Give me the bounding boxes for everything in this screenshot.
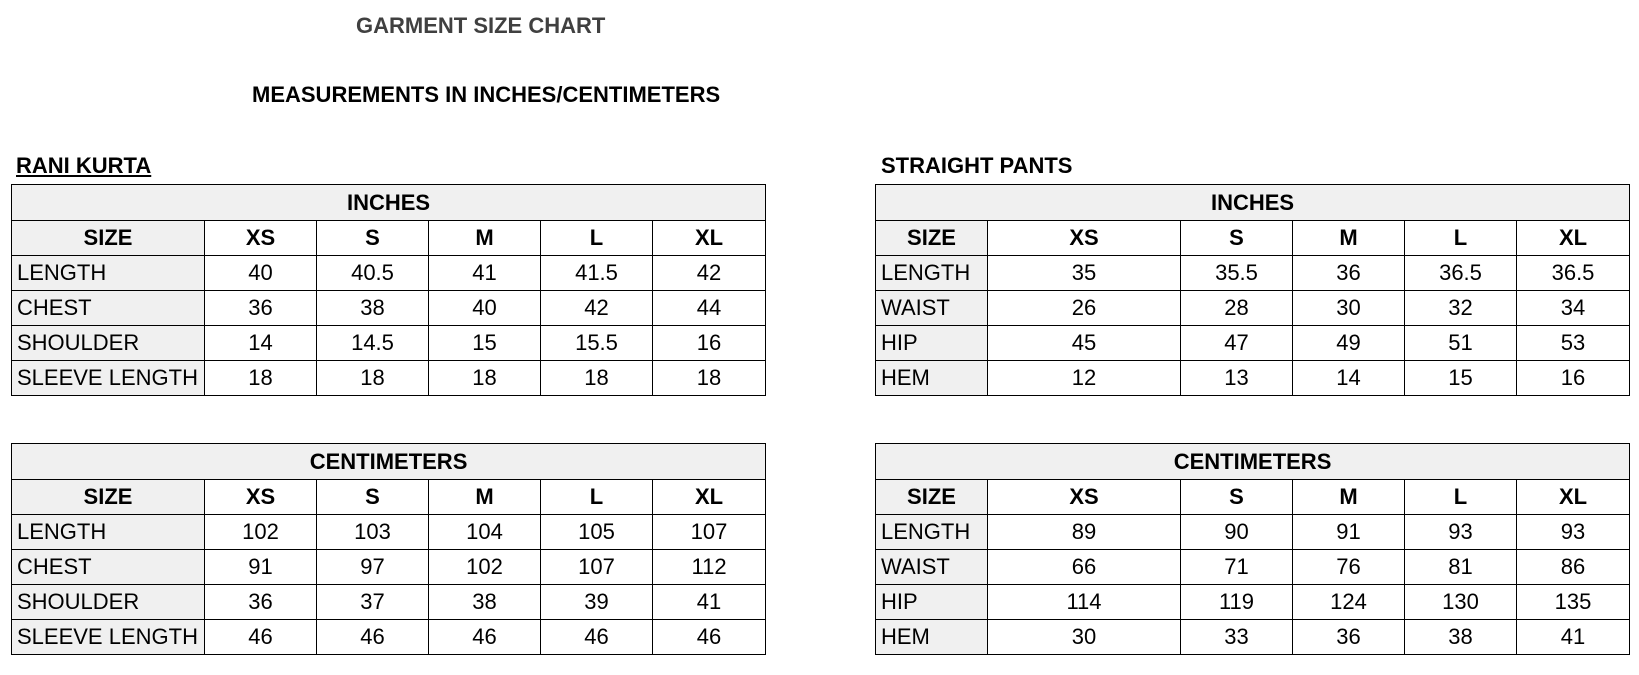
- table-cell: 37: [317, 585, 429, 620]
- column-header: S: [317, 221, 429, 256]
- table-row: [12, 361, 766, 396]
- table-cell: 51: [1405, 326, 1517, 361]
- table-cell: 93: [1405, 515, 1517, 550]
- page-subtitle: MEASUREMENTS IN INCHES/CENTIMETERS: [252, 82, 721, 107]
- table-cell: 14: [1293, 361, 1405, 396]
- table-row: [12, 620, 766, 655]
- table-cell: 36: [205, 291, 317, 326]
- table-cell: 104: [429, 515, 541, 550]
- table-cell: 36: [1293, 620, 1405, 655]
- column-header: S: [1181, 221, 1293, 256]
- table-cell: 107: [653, 515, 766, 550]
- column-header: SIZE: [876, 221, 988, 256]
- table-row: [12, 326, 766, 361]
- table-cell: 44: [653, 291, 766, 326]
- table-cell: 36: [1293, 256, 1405, 291]
- table-cell: 41.5: [541, 256, 653, 291]
- pants-inches-table: [875, 184, 1630, 396]
- table-cell: 18: [429, 361, 541, 396]
- table-row: [12, 550, 766, 585]
- table-cell: 89: [988, 515, 1181, 550]
- column-header: L: [1405, 480, 1517, 515]
- table-cell: 66: [988, 550, 1181, 585]
- row-label: HEM: [876, 361, 988, 396]
- unit-header: CENTIMETERS: [12, 444, 766, 480]
- table-cell: 46: [317, 620, 429, 655]
- table-cell: 41: [429, 256, 541, 291]
- table-cell: 41: [653, 585, 766, 620]
- table-cell: 12: [988, 361, 1181, 396]
- table-cell: 114: [988, 585, 1181, 620]
- table-cell: 49: [1293, 326, 1405, 361]
- table-row: [876, 550, 1630, 585]
- column-header: M: [429, 480, 541, 515]
- table-cell: 15: [1405, 361, 1517, 396]
- kurta-section-title: RANI KURTA: [16, 153, 152, 178]
- table-row: [876, 291, 1630, 326]
- pants-centimeters-table: [875, 443, 1630, 655]
- column-header: XL: [1517, 221, 1630, 256]
- table-row: [876, 256, 1630, 291]
- table-cell: 35.5: [1181, 256, 1293, 291]
- row-label: CHEST: [12, 291, 205, 326]
- table-cell: 86: [1517, 550, 1630, 585]
- table-row: [12, 515, 766, 550]
- table-cell: 15: [429, 326, 541, 361]
- table-cell: 40.5: [317, 256, 429, 291]
- table-cell: 38: [1405, 620, 1517, 655]
- table-cell: 135: [1517, 585, 1630, 620]
- table-cell: 124: [1293, 585, 1405, 620]
- table-row: [12, 585, 766, 620]
- page-title: GARMENT SIZE CHART: [356, 13, 606, 38]
- column-header: XS: [205, 221, 317, 256]
- table-cell: 112: [653, 550, 766, 585]
- table-cell: 107: [541, 550, 653, 585]
- table-cell: 42: [541, 291, 653, 326]
- table-cell: 16: [653, 326, 766, 361]
- row-label: LENGTH: [12, 515, 205, 550]
- table-header-row: [876, 221, 1630, 256]
- table-cell: 36.5: [1405, 256, 1517, 291]
- table-header-row: [12, 480, 766, 515]
- kurta-centimeters-table: [11, 443, 766, 655]
- column-header: XL: [653, 221, 766, 256]
- table-cell: 93: [1517, 515, 1630, 550]
- table-cell: 30: [988, 620, 1181, 655]
- column-header: M: [1293, 221, 1405, 256]
- table-header-row: [12, 221, 766, 256]
- table-cell: 38: [429, 585, 541, 620]
- table-cell: 42: [653, 256, 766, 291]
- row-label: SHOULDER: [12, 326, 205, 361]
- table-cell: 18: [653, 361, 766, 396]
- table-cell: 30: [1293, 291, 1405, 326]
- table-cell: 46: [653, 620, 766, 655]
- column-header: S: [317, 480, 429, 515]
- table-cell: 18: [205, 361, 317, 396]
- table-cell: 28: [1181, 291, 1293, 326]
- table-cell: 38: [317, 291, 429, 326]
- table-row: [12, 291, 766, 326]
- table-cell: 45: [988, 326, 1181, 361]
- table-cell: 14: [205, 326, 317, 361]
- row-label: WAIST: [876, 550, 988, 585]
- row-label: SHOULDER: [12, 585, 205, 620]
- column-header: S: [1181, 480, 1293, 515]
- table-cell: 91: [205, 550, 317, 585]
- unit-header: CENTIMETERS: [876, 444, 1630, 480]
- table-row: [876, 515, 1630, 550]
- column-header: XL: [1517, 480, 1630, 515]
- column-header: L: [541, 480, 653, 515]
- row-label: WAIST: [876, 291, 988, 326]
- table-cell: 71: [1181, 550, 1293, 585]
- table-row: [876, 585, 1630, 620]
- table-cell: 36.5: [1517, 256, 1630, 291]
- column-header: M: [429, 221, 541, 256]
- table-cell: 130: [1405, 585, 1517, 620]
- unit-header: INCHES: [876, 185, 1630, 221]
- table-cell: 16: [1517, 361, 1630, 396]
- table-cell: 81: [1405, 550, 1517, 585]
- table-cell: 90: [1181, 515, 1293, 550]
- table-row: [876, 361, 1630, 396]
- column-header: XS: [988, 221, 1181, 256]
- table-cell: 35: [988, 256, 1181, 291]
- row-label: LENGTH: [876, 256, 988, 291]
- table-cell: 103: [317, 515, 429, 550]
- kurta-inches-table: [11, 184, 766, 396]
- table-cell: 13: [1181, 361, 1293, 396]
- table-cell: 36: [205, 585, 317, 620]
- pants-section-title: STRAIGHT PANTS: [881, 153, 1073, 178]
- column-header: L: [1405, 221, 1517, 256]
- column-header: SIZE: [876, 480, 988, 515]
- row-label: HIP: [876, 326, 988, 361]
- table-row: [876, 326, 1630, 361]
- column-header: XL: [653, 480, 766, 515]
- table-cell: 40: [429, 291, 541, 326]
- table-unit-row: [876, 185, 1630, 221]
- table-cell: 18: [317, 361, 429, 396]
- column-header: SIZE: [12, 480, 205, 515]
- table-cell: 102: [429, 550, 541, 585]
- table-cell: 46: [205, 620, 317, 655]
- table-unit-row: [876, 444, 1630, 480]
- column-header: XS: [988, 480, 1181, 515]
- table-cell: 46: [541, 620, 653, 655]
- table-cell: 40: [205, 256, 317, 291]
- row-label: HEM: [876, 620, 988, 655]
- table-cell: 102: [205, 515, 317, 550]
- table-header-row: [876, 480, 1630, 515]
- column-header: SIZE: [12, 221, 205, 256]
- row-label: LENGTH: [12, 256, 205, 291]
- row-label: SLEEVE LENGTH: [12, 620, 205, 655]
- column-header: M: [1293, 480, 1405, 515]
- column-header: XS: [205, 480, 317, 515]
- column-header: L: [541, 221, 653, 256]
- table-row: [876, 620, 1630, 655]
- table-cell: 32: [1405, 291, 1517, 326]
- table-cell: 76: [1293, 550, 1405, 585]
- table-cell: 39: [541, 585, 653, 620]
- table-row: [12, 256, 766, 291]
- row-label: CHEST: [12, 550, 205, 585]
- table-unit-row: [12, 185, 766, 221]
- row-label: LENGTH: [876, 515, 988, 550]
- table-cell: 91: [1293, 515, 1405, 550]
- table-cell: 47: [1181, 326, 1293, 361]
- table-cell: 15.5: [541, 326, 653, 361]
- row-label: HIP: [876, 585, 988, 620]
- table-cell: 53: [1517, 326, 1630, 361]
- table-cell: 33: [1181, 620, 1293, 655]
- table-cell: 41: [1517, 620, 1630, 655]
- table-cell: 14.5: [317, 326, 429, 361]
- table-cell: 34: [1517, 291, 1630, 326]
- table-cell: 105: [541, 515, 653, 550]
- row-label: SLEEVE LENGTH: [12, 361, 205, 396]
- table-cell: 119: [1181, 585, 1293, 620]
- table-cell: 26: [988, 291, 1181, 326]
- table-cell: 18: [541, 361, 653, 396]
- table-unit-row: [12, 444, 766, 480]
- table-cell: 46: [429, 620, 541, 655]
- unit-header: INCHES: [12, 185, 766, 221]
- table-cell: 97: [317, 550, 429, 585]
